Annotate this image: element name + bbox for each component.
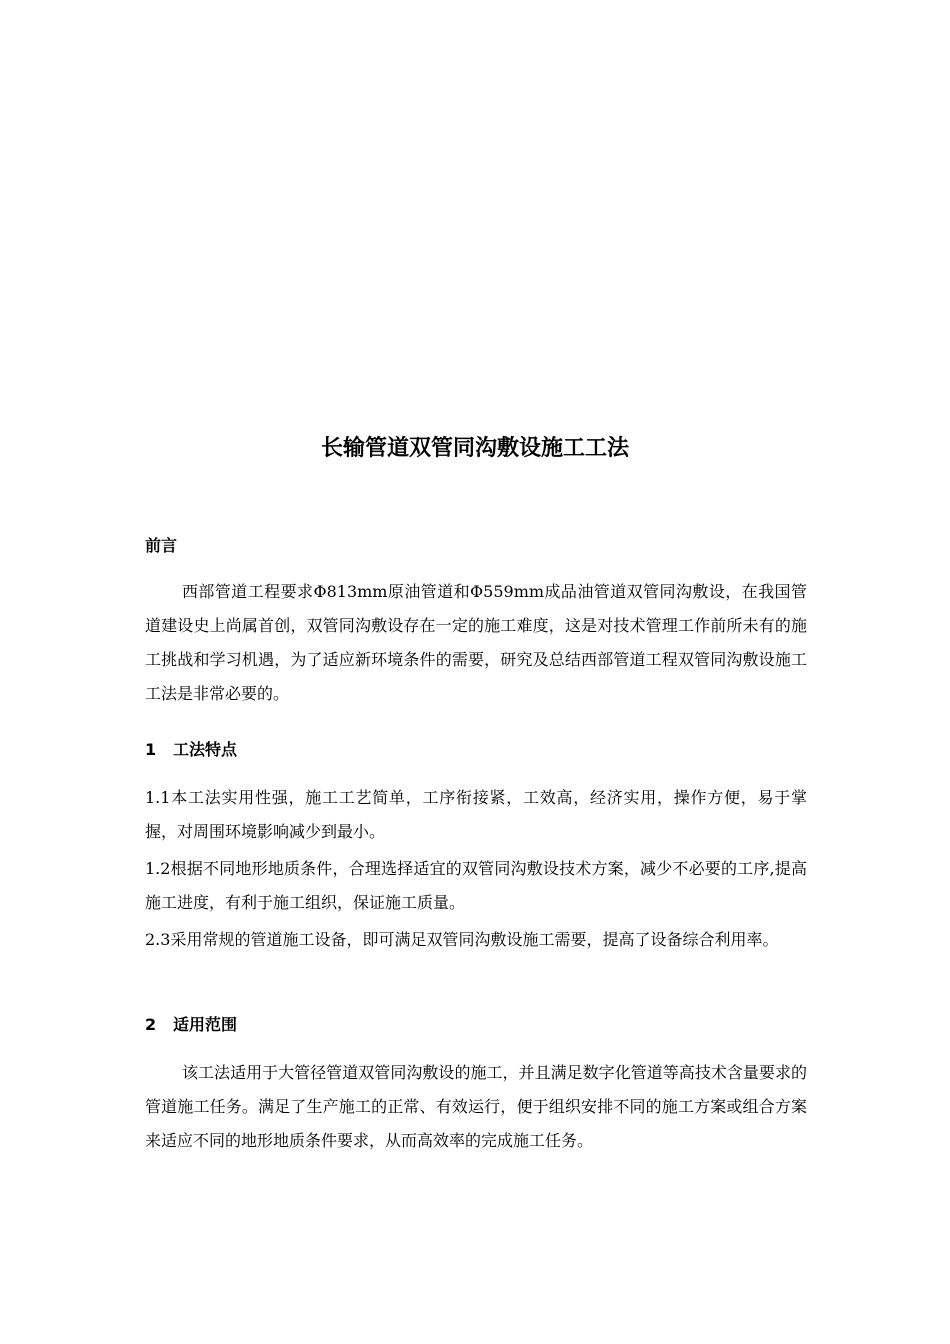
section-1-heading — [145, 738, 237, 762]
preface-paragraph: 西部管道工程要求Φ813mm原油管道和Φ559mm成品油管道双管同沟敷设，在我国管道建设史上尚属首创，双管同沟敷设存在一定的施工难度，这是对技术管理工作前所未有的施工挑战和学习机遇，为了适应新环境条件的需要，研究及总结西部管道工程双管同沟敷设施工工法是非常必要的。 — [145, 582, 807, 703]
section-1-item-3: 2.3采用常规的管道施工设备，即可满足双管同沟敷设施工需要，提高了设备综合利用率。 — [145, 930, 779, 949]
section-1-item-1: 1.1本工法实用性强，施工工艺简单，工序衔接紧，工效高，经济实用，操作方便，易于掌握，对周围环境影响减少到最小。 — [145, 788, 807, 841]
document-title: 长输管道双管同沟敷设施工工法 — [320, 436, 629, 461]
section-2-number: 2 — [145, 1015, 157, 1034]
section-1-title: 工法特点 — [173, 740, 238, 759]
section-2-title: 适用范围 — [173, 1015, 238, 1034]
section-2-heading — [145, 1013, 237, 1037]
section-1-number: 1 — [145, 740, 157, 759]
section-2-paragraph: 该工法适用于大管径管道双管同沟敷设的施工，并且满足数字化管道等高技术含量要求的管道施工任务。满足了生产施工的正常、有效运行，便于组织安排不同的施工方案或组合方案来适应不同的地形地质条件要求，从而高效率的完成施工任务。 — [145, 1063, 807, 1150]
preface-heading: 前言 — [145, 536, 178, 555]
section-1-item-2: 1.2根据不同地形地质条件，合理选择适宜的双管同沟敷设技术方案，减少不必要的工序,提高施工进度，有利于施工组织，保证施工质量。 — [145, 859, 807, 912]
